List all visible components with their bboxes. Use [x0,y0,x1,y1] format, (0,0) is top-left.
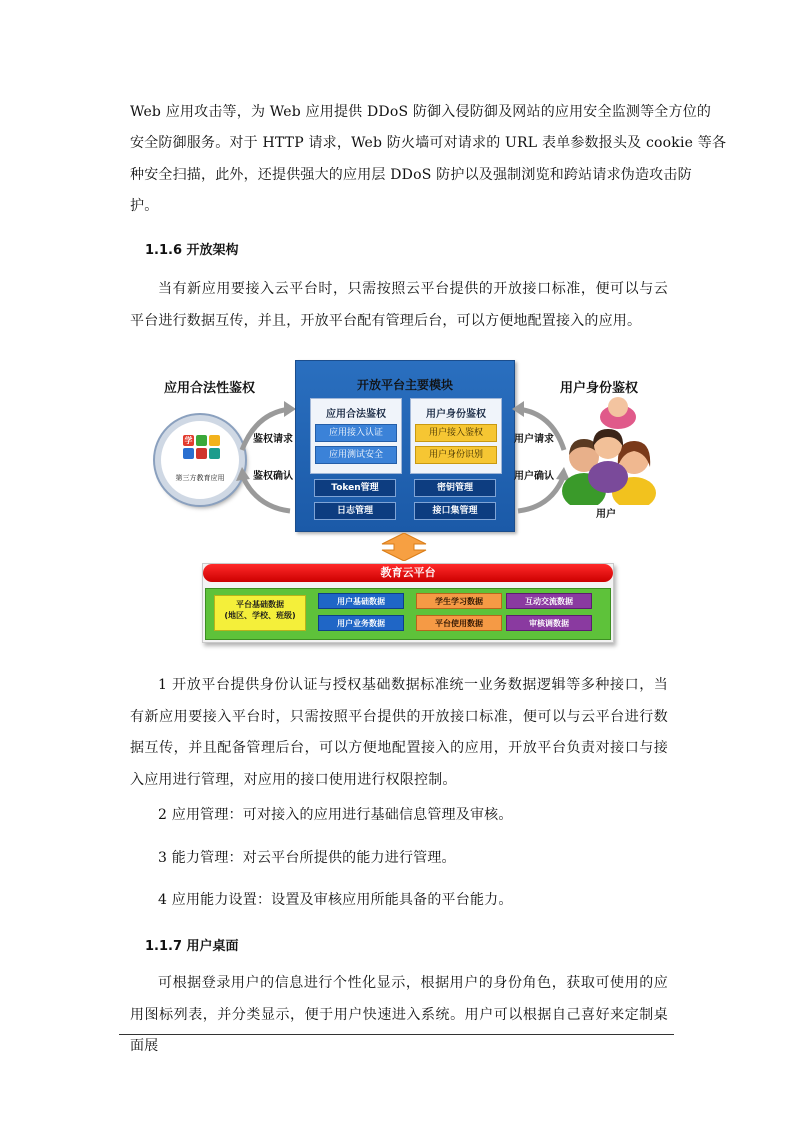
base-data-line2: (地区、学校、班级) [224,611,296,620]
user-auth-panel [410,398,502,474]
app-icon [196,448,207,459]
app-icon [209,448,220,459]
paragraph: 4 应用能力设置：设置及审核应用所能具备的平台能力。 [158,892,513,908]
text-line: 种安全扫描，此外，还提供强大的应用层 DDoS 防护以及强制浏览和跨站请求伪造攻击防 [130,167,692,183]
modules-title: 开放平台主要模块 [356,378,453,392]
text-line: 护。 [130,198,159,214]
app-access-auth: 应用接入认证 [315,424,397,442]
right-title: 用户身份鉴权 [560,381,639,396]
users-group-icon [560,395,660,505]
auth-request-label: 鉴权请求 [253,434,293,445]
interface-set-mgmt: 接口集管理 [414,502,496,520]
app-auth-title: 应用合法鉴权 [326,409,386,420]
data-cell: 学生学习数据 [416,593,502,609]
user-identity: 用户身份识别 [415,446,497,464]
education-cloud-platform [202,563,614,643]
paragraph: 当有新应用要接入云平台时，只需按照云平台提供的开放接口标准，便可以与云平台进行数据互传，并且，开放平台配有管理后台，可以方便地配置接入的应用。 [130,281,668,329]
base-data-line1: 平台基础数据 [236,600,284,609]
app-icon [183,448,194,459]
data-cell: 平台使用数据 [416,615,502,631]
footer-divider [119,1034,674,1035]
confirm-arrow-head [236,467,250,481]
app-icon [196,435,207,446]
data-panel [205,588,611,640]
app-icons-grid [183,435,221,459]
data-cell: 用户基础数据 [318,593,404,609]
platform-base-data [214,595,306,631]
log-mgmt: 日志管理 [314,502,396,520]
open-platform-diagram [150,355,639,645]
paragraph: 1 开放平台提供身份认证与授权基础数据标准统一业务数据逻辑等多种接口，当有新应用要接入平台时，只需按照平台提供的开放接口标准，便可以与云平台进行数据互传，并且配备管理后台，可以方便地配置接入的应用，开放平台负责对接口与接入应用进行管理，对应用的接口使用进行权限控制。 [130,677,668,788]
text-line: Web 应用攻击等，为 Web 应用提供 DDoS 防御入侵防御及网站的应用安全监测等全方位的 [130,104,712,120]
user-confirm-label: 用户确认 [514,471,554,482]
data-cell: 互动交流数据 [506,593,592,609]
user-request-arrow-head [512,401,524,417]
section-heading-open-architecture: 1.1.6 开放架构 [145,243,239,258]
app-auth-panel [310,398,402,474]
user-access-auth: 用户接入鉴权 [415,424,497,442]
third-party-apps-circle [155,415,245,505]
open-platform-modules-box [295,360,515,532]
third-party-label: 第三方教育应用 [175,474,225,482]
paragraph: 可根据登录用户的信息进行个性化显示，根据用户的身份角色，获取可使用的应用图标列表，并分类显示，便于用户快速进入系统。用户可以根据自己喜好来定制桌面展 [130,975,668,1054]
app-icon: 学 [184,436,193,445]
paragraph: 3 能力管理：对云平台所提供的能力进行管理。 [158,850,456,866]
app-icon [209,435,220,446]
user-label: 用户 [596,509,616,520]
app-test-security: 应用测试安全 [315,446,397,464]
bidirectional-arrow-icon [374,533,434,561]
token-mgmt: Token管理 [314,479,396,497]
left-arrows [234,395,300,525]
data-cell: 审核调数据 [506,615,592,631]
key-mgmt: 密钥管理 [414,479,496,497]
text-line: 安全防御服务。对于 HTTP 请求，Web 防火墙可对请求的 URL 表单参数报头及 cookie 等各 [130,135,727,151]
user-auth-title: 用户身份鉴权 [426,409,486,420]
left-title: 应用合法性鉴权 [164,381,256,396]
section-heading-user-desktop: 1.1.7 用户桌面 [145,939,239,954]
data-cell: 用户业务数据 [318,615,404,631]
paragraph: 2 应用管理：可对接入的应用进行基础信息管理及审核。 [158,807,513,823]
auth-confirm-label: 鉴权确认 [253,471,293,482]
cloud-platform-title: 教育云平台 [203,564,613,582]
user-request-label: 用户请求 [514,434,554,445]
